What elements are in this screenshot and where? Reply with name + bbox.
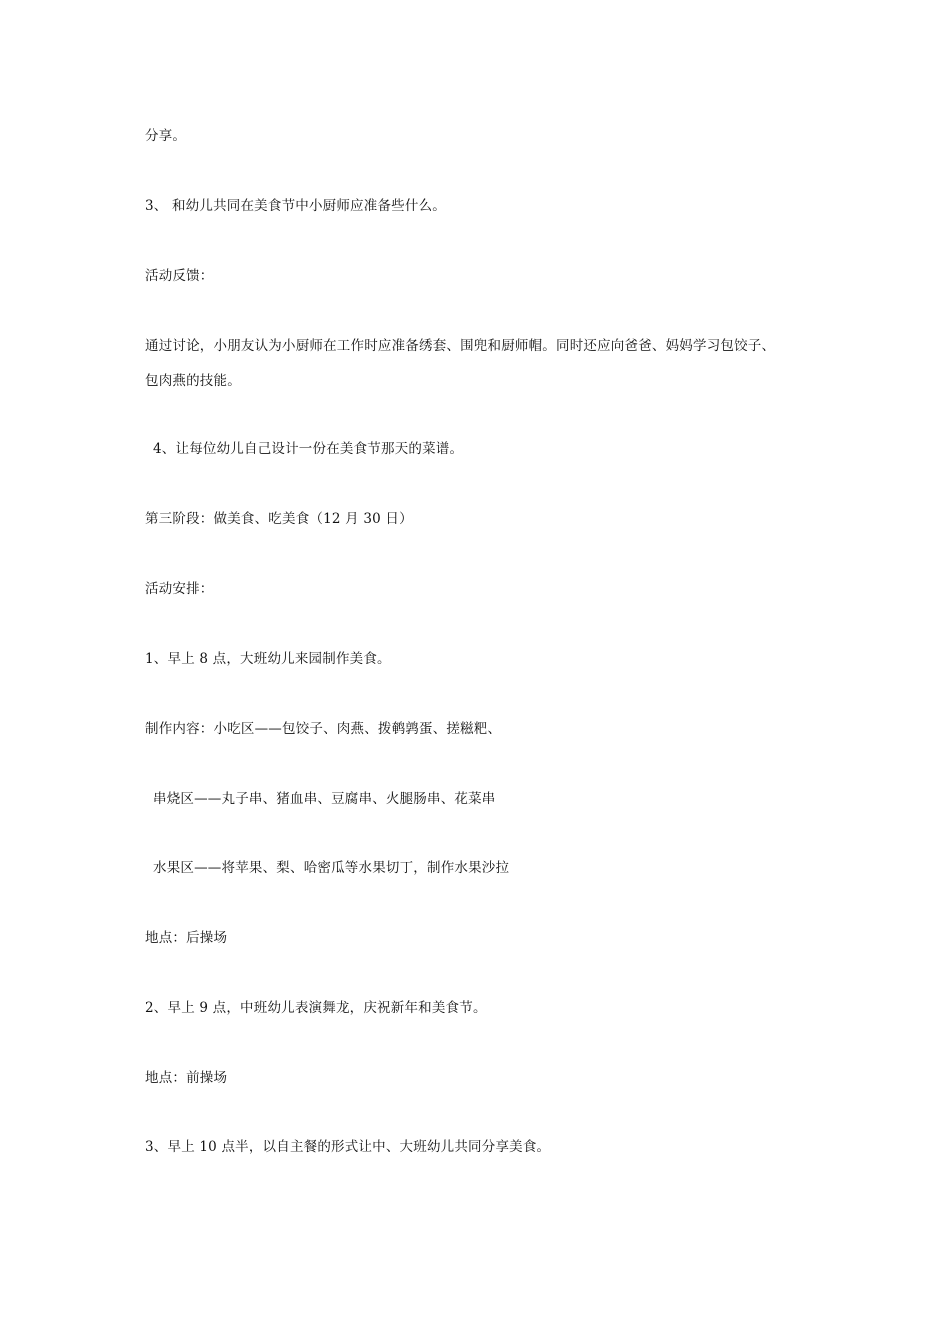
paragraph-discussion: 通过讨论，小朋友认为小厨师在工作时应准备绣套、围兜和厨师帽。同时还应向爸爸、妈妈学习包饺子、 [145, 338, 776, 354]
paragraph-content-snacks: 制作内容：小吃区——包饺子、肉燕、拨鹌鹑蛋、搓糍粑、 [145, 721, 502, 737]
list-item-4-menu: 4、让每位幼儿自己设计一份在美食节那天的菜谱。 [153, 441, 464, 457]
list-item-1-morning-8: 1、早上 8 点，大班幼儿来园制作美食。 [145, 651, 391, 667]
paragraph-location-back: 地点：后操场 [145, 930, 228, 946]
list-item-2-morning-9: 2、早上 9 点，中班幼儿表演舞龙，庆祝新年和美食节。 [145, 1000, 487, 1016]
paragraph-discussion-cont: 包肉燕的技能。 [145, 373, 241, 389]
list-item-3-prepare: 3、 和幼儿共同在美食节中小厨师应准备些什么。 [145, 198, 446, 214]
paragraph-location-front: 地点：前操场 [145, 1070, 228, 1086]
heading-activity-plan: 活动安排： [145, 581, 214, 597]
heading-stage-three: 第三阶段：做美食、吃美食（12 月 30 日） [145, 511, 413, 527]
list-item-3-morning-1030: 3、早上 10 点半，以自主餐的形式让中、大班幼儿共同分享美食。 [145, 1139, 551, 1155]
heading-activity-feedback: 活动反馈： [145, 268, 214, 284]
paragraph-content-skewers: 串烧区——丸子串、猪血串、豆腐串、火腿肠串、花菜串 [153, 791, 496, 807]
paragraph-content-fruit: 水果区——将苹果、梨、哈密瓜等水果切丁，制作水果沙拉 [153, 860, 510, 876]
paragraph-share: 分享。 [145, 128, 187, 144]
